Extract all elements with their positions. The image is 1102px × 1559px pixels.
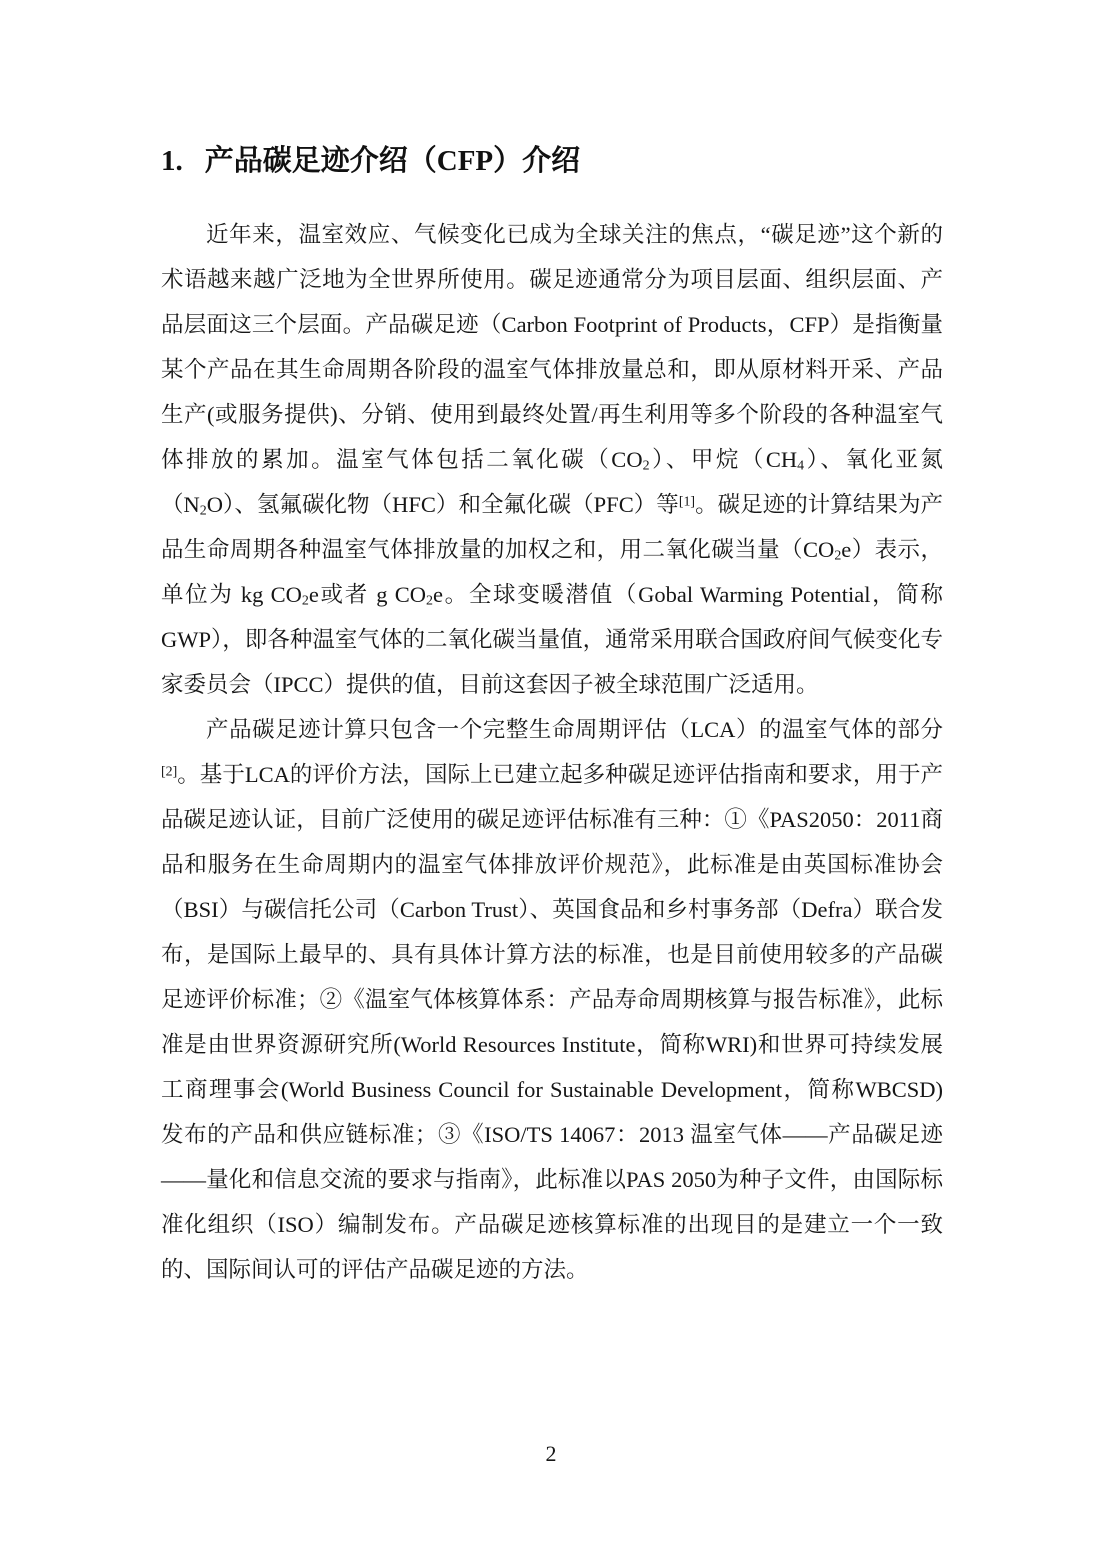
page-number: 2 <box>545 1441 557 1466</box>
section-heading-number: 1. <box>161 145 183 177</box>
paragraph-lca-standards: 产品碳足迹计算只包含一个完整生命周期评估（LCA）的温室气体的部分[2]。基于LCA的评价方法，国际上已建立起多种碳足迹评估指南和要求，用于产品碳足迹认证，目前广泛使用的碳足迹评估标准有三种：①《PAS2050：2011商品和服务在生命周期内的温室气体排放评价规范》，此标准是由英国标准协会（BSI）与碳信托公司（Carbon Trust）、英国食品和乡村事务部（Defra）联合发布，是国际上最早的、具有具体计算方法的标准，也是目前使用较多的产品碳足迹评价标准；②《温室气体核算体系：产品寿命周期核算与报告标准》，此标准是由世界资源研究所(World Resources Institute，简称WRI)和世界可持续发展工商理事会(World Business Council for Sustainable Development，简称WBCSD)发布的产品和供应链标准；③《ISO/TS 14067：2013 温室气体——产品碳足迹——量化和信息交流的要求与指南》，此标准以PAS 2050为种子文件，由国际标准化组织（ISO）编制发布。产品碳足迹核算标准的出现目的是建立一个一致的、国际间认可的评估产品碳足迹的方法。 <box>161 717 943 1282</box>
section-heading-text: 产品碳足迹介绍（CFP）介绍 <box>204 145 581 177</box>
document-content <box>161 141 943 1292</box>
paragraph-intro-cfp: 近年来，温室效应、气候变化已成为全球关注的焦点，“碳足迹”这个新的术语越来越广泛地为全世界所使用。碳足迹通常分为项目层面、组织层面、产品层面这三个层面。产品碳足迹（Carbon Footprint of Products，CFP）是指衡量某个产品在其生命周期各阶段的温室气体排放量总和，即从原材料开采、产品生产(或服务提供)、分销、使用到最终处置/再生利用等多个阶段的各种温室气体排放的累加。温室气体包括二氧化碳$(CO_2)$、甲烷$(CH_4)$、氧化亚氮$(N_2O)$、氢氟碳化物（HFC）和全氟化碳（PFC）等[1]。碳足迹的计算结果为产品生命周期各种温室气体排放量的加权之和，用二氧化碳当量$(CO_2e)$表示，单位为 kg $CO_2e$或者 g $CO_2e$。全球变暖潜值（Gobal Warming Potential，简称 GWP），即各种温室气体的二氧化碳当量值，通常采用联合国政府间气候变化专家委员会（IPCC）提供的值，目前这套因子被全球范围广泛适用。 <box>161 222 943 697</box>
section-heading <box>161 141 943 181</box>
